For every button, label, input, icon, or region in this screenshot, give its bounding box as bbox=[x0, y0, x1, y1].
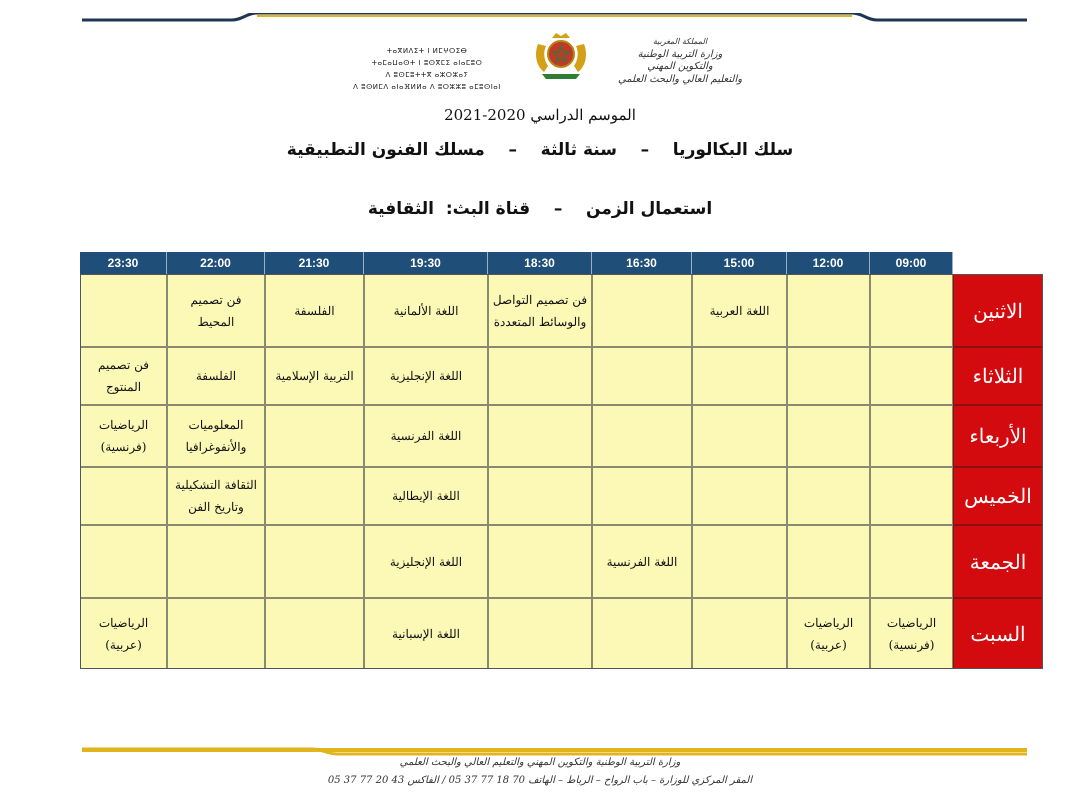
schedule-cell: الرياضيات (فرنسية) bbox=[870, 598, 953, 669]
schedule-cell bbox=[592, 274, 692, 347]
tifinagh-header bbox=[352, 45, 502, 93]
schedule-cell bbox=[592, 598, 692, 669]
schedule-cell: اللغة الإنجليزية bbox=[364, 525, 488, 598]
schedule-title: استعمال الزمن – قناة البث: الثقافية bbox=[367, 199, 713, 219]
schedule-cell bbox=[787, 347, 870, 405]
arabic-header-line: وزارة التربية الوطنية bbox=[637, 48, 723, 60]
day-label: السبت bbox=[953, 598, 1043, 669]
schedule-cell bbox=[167, 598, 265, 669]
royal-coat-of-arms-icon bbox=[530, 30, 592, 82]
schedule-cell bbox=[265, 598, 364, 669]
time-header: 09:00 bbox=[870, 252, 953, 274]
schedule-cell bbox=[787, 525, 870, 598]
time-header: 22:00 bbox=[167, 252, 265, 274]
schedule-cell: الفلسفة bbox=[167, 347, 265, 405]
schedule-cell bbox=[265, 525, 364, 598]
track-title: سلك البكالوريا – سنة ثالثة – مسلك الفنون التطبيقية bbox=[286, 140, 794, 160]
schedule-cell: فن تصميم المنتوج bbox=[80, 347, 167, 405]
arabic-header-line: والتعليم العالي والبحث العلمي bbox=[617, 73, 743, 85]
time-header: 18:30 bbox=[488, 252, 592, 274]
schedule-cell: الرياضيات (عربية) bbox=[80, 598, 167, 669]
schedule-cell bbox=[488, 467, 592, 525]
schedule-cell: الفلسفة bbox=[265, 274, 364, 347]
arabic-header-line: المملكة المغربية bbox=[652, 37, 708, 46]
schedule-cell: المعلوميات والأنفوغرافيا bbox=[167, 405, 265, 467]
day-label: الاثنين bbox=[953, 274, 1043, 347]
schedule-cell bbox=[692, 598, 787, 669]
schedule-cell bbox=[488, 405, 592, 467]
schedule-cell bbox=[80, 274, 167, 347]
day-label: الخميس bbox=[953, 467, 1043, 525]
tifinagh-line: ⴷ ⵓⵙⵍⵎⴷ ⴰⵏⴰⴼⵍⵍⴰ ⴷ ⵓⵔⵣⵣⵓ ⴰⵎⵓⵙⵏⴰⵏ bbox=[353, 83, 501, 91]
schedule-cell: اللغة الفرنسية bbox=[364, 405, 488, 467]
schedule-cell bbox=[167, 525, 265, 598]
schedule-cell bbox=[80, 467, 167, 525]
schedule-cell: اللغة الفرنسية bbox=[592, 525, 692, 598]
schedule-cell bbox=[870, 525, 953, 598]
schedule-cell bbox=[870, 347, 953, 405]
time-header: 23:30 bbox=[80, 252, 167, 274]
schedule-cell: الرياضيات (فرنسية) bbox=[80, 405, 167, 467]
schedule-cell: التربية الإسلامية bbox=[265, 347, 364, 405]
footer-address: المقر المركزي للوزارة – باب الرواح – الرباط – الهاتف 70 18 77 37 05 / الفاكس 43 20 77 37 05 bbox=[327, 775, 753, 786]
schedule-cell bbox=[265, 467, 364, 525]
schedule-cell: فن تصميم التواصل والوسائط المتعددة bbox=[488, 274, 592, 347]
schedule-cell bbox=[592, 467, 692, 525]
time-header: 16:30 bbox=[592, 252, 692, 274]
arabic-header bbox=[605, 36, 755, 86]
schedule-cell bbox=[488, 598, 592, 669]
day-label: الجمعة bbox=[953, 525, 1043, 598]
tifinagh-line: ⵜⴰⵎⴰⵡⴰⵙⵜ ⵏ ⵓⵙⴳⵎⵉ ⴰⵏⴰⵎⵓⵔ bbox=[371, 59, 483, 67]
schedule-cell: الرياضيات (عربية) bbox=[787, 598, 870, 669]
footer-ministry: وزارة التربية الوطنية والتكوين المهني والتعليم العالي والبحث العلمي bbox=[399, 757, 681, 768]
schedule-cell bbox=[870, 274, 953, 347]
season-title: الموسم الدراسي 2020-2021 bbox=[444, 106, 636, 124]
time-header: 19:30 bbox=[364, 252, 488, 274]
schedule-cell: اللغة الإسبانية bbox=[364, 598, 488, 669]
schedule-cell bbox=[692, 347, 787, 405]
schedule-cell bbox=[870, 405, 953, 467]
schedule-cell: اللغة الإنجليزية bbox=[364, 347, 488, 405]
schedule-cell bbox=[692, 467, 787, 525]
schedule-cell bbox=[592, 405, 692, 467]
schedule-cell: اللغة الإيطالية bbox=[364, 467, 488, 525]
schedule-cell bbox=[692, 525, 787, 598]
schedule-cell bbox=[787, 274, 870, 347]
bottom-decorative-line bbox=[82, 748, 1027, 752]
schedule-cell: الثقافة التشكيلية وتاريخ الفن bbox=[167, 467, 265, 525]
schedule-cell bbox=[692, 405, 787, 467]
schedule-cell bbox=[870, 467, 953, 525]
schedule-cell: فن تصميم المحيط bbox=[167, 274, 265, 347]
schedule-cell bbox=[787, 467, 870, 525]
schedule-cell bbox=[80, 525, 167, 598]
day-label: الثلاثاء bbox=[953, 347, 1043, 405]
schedule-cell bbox=[787, 405, 870, 467]
top-decorative-line bbox=[82, 18, 1027, 22]
schedule-cell: اللغة الألمانية bbox=[364, 274, 488, 347]
schedule-cell bbox=[592, 347, 692, 405]
tifinagh-line: ⴷ ⵓⵙⵎⵓⵜⵜⴳ ⴰⵣⵔⵣⴰⵢ bbox=[385, 71, 469, 79]
schedule-cell bbox=[488, 525, 592, 598]
schedule-cell: اللغة العربية bbox=[692, 274, 787, 347]
time-header: 15:00 bbox=[692, 252, 787, 274]
time-header: 12:00 bbox=[787, 252, 870, 274]
arabic-header-line: والتكوين المهني bbox=[647, 61, 713, 72]
tifinagh-line: ⵜⴰⴳⵍⴷⵉⵜ ⵏ ⵍⵎⵖⵔⵉⴱ bbox=[386, 47, 468, 55]
schedule-cell bbox=[488, 347, 592, 405]
schedule-cell bbox=[265, 405, 364, 467]
time-header: 21:30 bbox=[265, 252, 364, 274]
day-label: الأربعاء bbox=[953, 405, 1043, 467]
